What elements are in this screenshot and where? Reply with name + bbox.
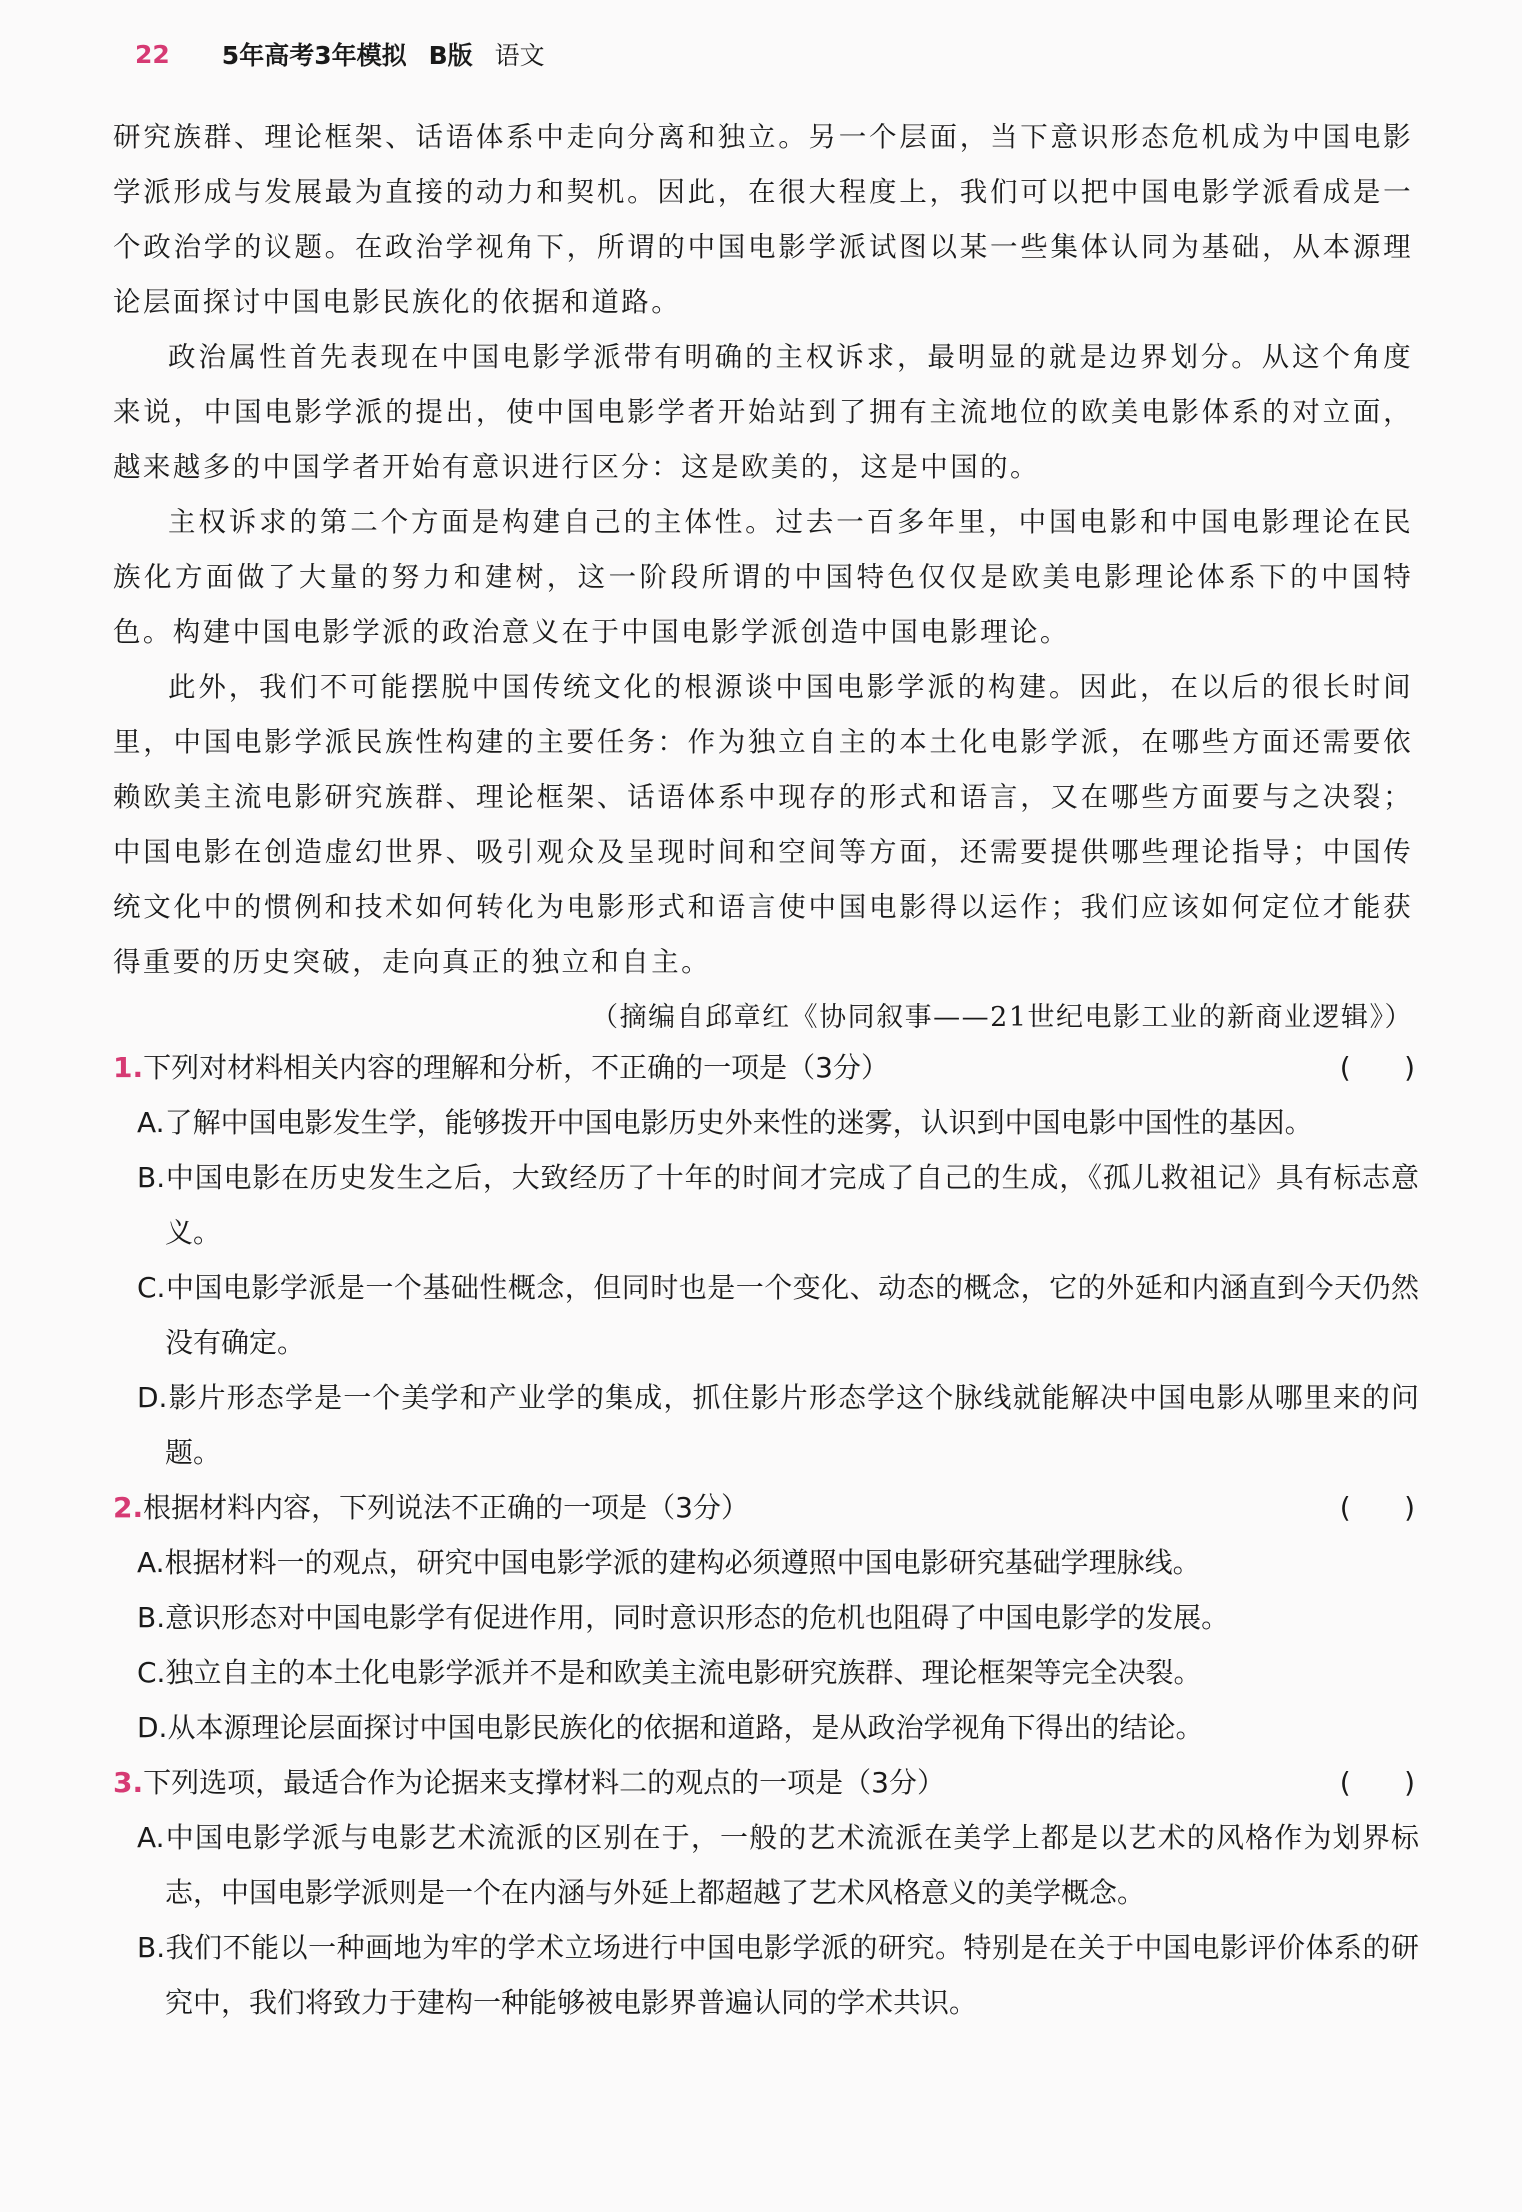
- option-b: B.中国电影在历史发生之后，大致经历了十年的时间才完成了自己的生成，《孤儿救祖记》具有标志意义。: [137, 1161, 1419, 1249]
- passage-paragraph: 主权诉求的第二个方面是构建自己的主体性。过去一百多年里，中国电影和中国电影理论在民族化方面做了大量的努力和建树，这一阶段所谓的中国特色仅仅是欧美电影理论体系下的中国特色。构建中国电影学派的政治意义在于中国电影学派创造中国电影理论。: [113, 506, 1413, 648]
- question-number: 2.: [113, 1491, 144, 1524]
- option-a: A.根据材料一的观点，研究中国电影学派的建构必须遵照中国电影研究基础学理脉线。: [137, 1546, 1201, 1579]
- option-c: C.中国电影学派是一个基础性概念，但同时也是一个变化、动态的概念，它的外延和内涵直到今天仍然没有确定。: [137, 1271, 1419, 1359]
- answer-blank: ( ): [1339, 1051, 1415, 1084]
- passage-paragraph: 此外，我们不可能摆脱中国传统文化的根源谈中国电影学派的构建。因此，在以后的很长时间里，中国电影学派民族性构建的主要任务：作为独立自主的本土化电影学派，在哪些方面还需要依赖欧美主流电影研究族群、理论框架、话语体系中现存的形式和语言，又在哪些方面要与之决裂；中国电影在创造虚幻世界、吸引观众及呈现时间和空间等方面，还需要提供哪些理论指导；中国传统文化中的惯例和技术如何转化为电影形式和语言使中国电影得以运作；我们应该如何定位才能获得重要的历史突破，走向真正的独立和自主。: [113, 671, 1413, 978]
- question-text: 下列对材料相关内容的理解和分析，不正确的一项是（3分）: [143, 1051, 889, 1084]
- passage-paragraph: 政治属性首先表现在中国电影学派带有明确的主权诉求，最明显的就是边界划分。从这个角度来说，中国电影学派的提出，使中国电影学者开始站到了拥有主流地位的欧美电影体系的对立面，越来越多的中国学者开始有意识进行区分：这是欧美的，这是中国的。: [113, 341, 1413, 483]
- question-stem: [113, 1040, 1419, 1095]
- answer-blank: ( ): [1339, 1766, 1415, 1799]
- passage-paragraph: 研究族群、理论框架、话语体系中走向分离和独立。另一个层面，当下意识形态危机成为中国电影学派形成与发展最为直接的动力和契机。因此，在很大程度上，我们可以把中国电影学派看成是一个政治学的议题。在政治学视角下，所谓的中国电影学派试图以某一些集体认同为基础，从本源理论层面探讨中国电影民族化的依据和道路。: [113, 121, 1413, 318]
- passage-source: （摘编自邱章红《协同叙事——21世纪电影工业的新商业逻辑》）: [591, 1002, 1413, 1033]
- edition-label: B版: [428, 41, 473, 70]
- option-d: D.影片形态学是一个美学和产业学的集成，抓住影片形态学这个脉线就能解决中国电影从哪里来的问题。: [137, 1381, 1419, 1469]
- page-number: 22: [135, 39, 170, 69]
- option-b: B.我们不能以一种画地为牢的学术立场进行中国电影学派的研究。特别是在关于中国电影评价体系的研究中，我们将致力于建构一种能够被电影界普遍认同的学术共识。: [137, 1931, 1419, 2019]
- question-1: [113, 1040, 1419, 1480]
- question-text: 下列选项，最适合作为论据来支撑材料二的观点的一项是（3分）: [143, 1766, 945, 1799]
- reading-passage: [113, 110, 1413, 1045]
- question-number: 3.: [113, 1766, 144, 1799]
- option-a: A.中国电影学派与电影艺术流派的区别在于，一般的艺术流派在美学上都是以艺术的风格作为划界标志，中国电影学派则是一个在内涵与外延上都超越了艺术风格意义的美学概念。: [137, 1821, 1419, 1909]
- question-number: 1.: [113, 1051, 144, 1084]
- option-c: C.独立自主的本土化电影学派并不是和欧美主流电影研究族群、理论框架等完全决裂。: [137, 1656, 1202, 1689]
- option-a: A.了解中国电影发生学，能够拨开中国电影历史外来性的迷雾，认识到中国电影中国性的基因。: [137, 1106, 1313, 1139]
- question-stem: [113, 1755, 1419, 1810]
- book-title: 5年高考3年模拟: [221, 41, 407, 70]
- question-2: [113, 1480, 1419, 1755]
- question-text: 根据材料内容，下列说法不正确的一项是（3分）: [143, 1491, 749, 1524]
- question-3: [113, 1755, 1419, 2030]
- answer-blank: ( ): [1339, 1491, 1415, 1524]
- running-header: [135, 32, 545, 76]
- question-stem: [113, 1480, 1419, 1535]
- question-list: [113, 1040, 1419, 2030]
- subject-label: 语文: [494, 41, 545, 70]
- option-d: D.从本源理论层面探讨中国电影民族化的依据和道路，是从政治学视角下得出的结论。: [137, 1711, 1204, 1744]
- option-b: B.意识形态对中国电影学有促进作用，同时意识形态的危机也阻碍了中国电影学的发展。: [137, 1601, 1230, 1634]
